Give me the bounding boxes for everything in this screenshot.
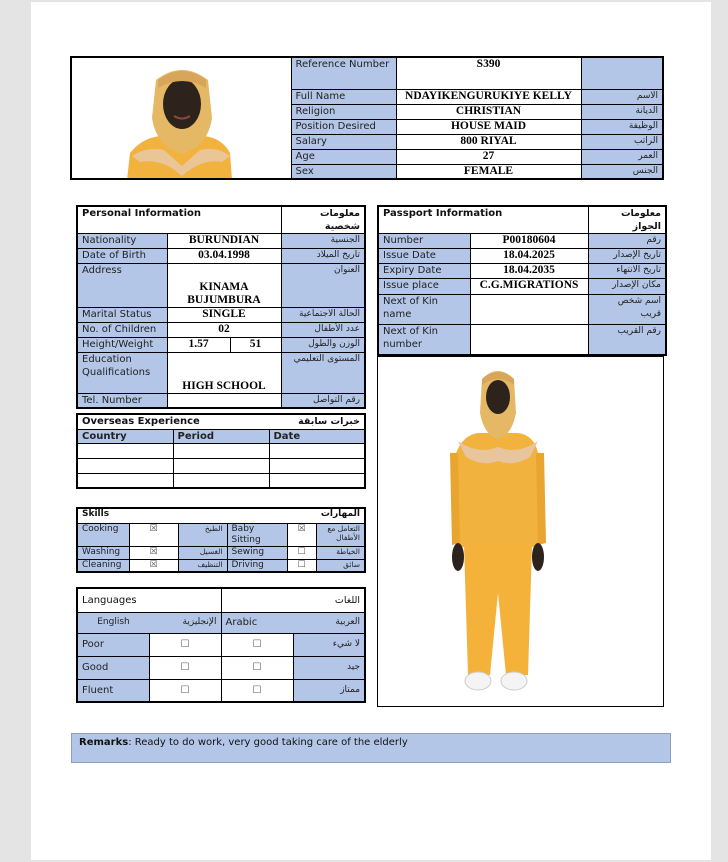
language-english-label: English — [77, 612, 149, 633]
languages-table — [76, 587, 366, 703]
full-name-arabic: الاسم — [581, 89, 663, 104]
nationality-value: BURUNDIAN — [167, 234, 281, 249]
arabic-good-checkbox[interactable]: ☐ — [221, 656, 293, 679]
tel-arabic: رقم التواصل — [281, 394, 365, 409]
overseas-cell — [77, 458, 173, 473]
level-good-label: Good — [77, 656, 149, 679]
issue-date-arabic: تاريخ الإصدار — [588, 249, 666, 264]
skill-washing-label: Washing — [77, 546, 129, 559]
address-label: Address — [77, 264, 167, 308]
education-value: HIGH SCHOOL — [167, 353, 281, 394]
position-label: Position Desired — [291, 119, 396, 134]
kin-number-label: Next of Kin number — [378, 325, 470, 355]
kin-number-value — [470, 325, 588, 355]
age-label: Age — [291, 149, 396, 164]
skills-title: Skills — [77, 508, 227, 523]
tel-value — [167, 394, 281, 409]
marital-status-value: SINGLE — [167, 308, 281, 323]
language-arabic-label: Arabic — [221, 612, 293, 633]
nationality-label: Nationality — [77, 234, 167, 249]
salary-label: Salary — [291, 134, 396, 149]
skill-sewing-label: Sewing — [227, 546, 287, 559]
education-arabic: المستوى التعليمي — [281, 353, 365, 394]
address-line-1: KINAMA — [199, 281, 249, 293]
personal-info-table — [76, 205, 366, 409]
sex-value: FEMALE — [396, 164, 581, 179]
age-value: 27 — [396, 149, 581, 164]
dob-value: 03.04.1998 — [167, 249, 281, 264]
expiry-date-label: Expiry Date — [378, 264, 470, 279]
portrait-photo-image — [72, 58, 291, 179]
overseas-cell — [77, 443, 173, 458]
address-arabic: العنوان — [281, 264, 365, 308]
overseas-experience-table — [76, 413, 366, 489]
level-poor-label: Poor — [77, 633, 149, 656]
height-value: 1.57 — [167, 338, 230, 353]
skill-driving-label: Driving — [227, 559, 287, 572]
age-arabic: العمر — [581, 149, 663, 164]
education-label-line-2: Qualifications — [82, 367, 151, 378]
reference-number-label: Reference Number — [291, 57, 396, 89]
kin-name-arabic — [588, 295, 666, 325]
level-fluent-arabic: ممتاز — [293, 679, 365, 702]
skill-sewing-checkbox[interactable]: ☐ — [287, 546, 316, 559]
issue-date-value: 18.04.2025 — [470, 249, 588, 264]
kin-name-arabic-line-2: قريب — [640, 309, 662, 319]
education-label — [77, 353, 167, 394]
portrait-photo — [71, 57, 291, 179]
remarks-box — [71, 733, 671, 763]
english-good-checkbox[interactable]: ☐ — [149, 656, 221, 679]
skill-cleaning-checkbox[interactable]: ☒ — [129, 559, 178, 572]
issue-place-label: Issue place — [378, 279, 470, 295]
height-weight-arabic: الوزن والطول — [281, 338, 365, 353]
address-line-2: BUJUMBURA — [187, 294, 261, 306]
weight-value: 51 — [230, 338, 281, 353]
overseas-cell — [173, 473, 269, 488]
expiry-date-arabic: تاريخ الانتهاء — [588, 264, 666, 279]
skills-table — [76, 507, 366, 573]
kin-name-arabic-line-1: اسم شخص — [617, 296, 662, 306]
languages-title: Languages — [77, 588, 221, 612]
marital-status-label: Marital Status — [77, 308, 167, 323]
overseas-column-country: Country — [77, 429, 173, 443]
header-table — [70, 56, 664, 180]
children-label: No. of Children — [77, 323, 167, 338]
salary-arabic: الراتب — [581, 134, 663, 149]
religion-arabic: الديانة — [581, 104, 663, 119]
language-arabic-arabic: العربية — [293, 612, 365, 633]
issue-date-label: Issue Date — [378, 249, 470, 264]
skill-cooking-label: Cooking — [77, 523, 129, 546]
passport-info-table — [377, 205, 667, 356]
languages-title-arabic: اللغات — [221, 588, 365, 612]
skill-washing-arabic: الغسيل — [178, 546, 227, 559]
skill-cooking-checkbox[interactable]: ☒ — [129, 523, 178, 546]
personal-info-title-arabic: معلومات شخصية — [281, 206, 365, 234]
english-poor-checkbox[interactable]: ☐ — [149, 633, 221, 656]
position-arabic: الوظيفة — [581, 119, 663, 134]
nationality-arabic: الجنسية — [281, 234, 365, 249]
skill-driving-arabic: سائق — [316, 559, 365, 572]
overseas-column-date: Date — [269, 429, 365, 443]
issue-place-value: C.G.MIGRATIONS — [470, 279, 588, 295]
english-fluent-checkbox[interactable]: ☐ — [149, 679, 221, 702]
arabic-fluent-checkbox[interactable]: ☐ — [221, 679, 293, 702]
address-value — [167, 264, 281, 308]
overseas-cell — [269, 473, 365, 488]
full-body-photo-image — [378, 357, 663, 706]
dob-arabic: تاريخ الميلاد — [281, 249, 365, 264]
kin-number-arabic: رقم القريب — [588, 325, 666, 355]
position-value: HOUSE MAID — [396, 119, 581, 134]
skill-baby-sitting-arabic: التعامل مع الأطفال — [316, 523, 365, 546]
level-fluent-label: Fluent — [77, 679, 149, 702]
level-good-arabic: جيد — [293, 656, 365, 679]
skill-washing-checkbox[interactable]: ☒ — [129, 546, 178, 559]
dob-label: Date of Birth — [77, 249, 167, 264]
sex-label: Sex — [291, 164, 396, 179]
height-weight-label: Height/Weight — [77, 338, 167, 353]
expiry-date-value: 18.04.2035 — [470, 264, 588, 279]
full-body-photo — [377, 356, 664, 707]
overseas-cell — [269, 443, 365, 458]
overseas-cell — [77, 473, 173, 488]
full-name-value: NDAYIKENGURUKIYE KELLY — [396, 89, 581, 104]
sex-arabic: الجنس — [581, 164, 663, 179]
passport-info-title-arabic: معلومات الجواز — [588, 206, 666, 234]
overseas-cell — [173, 458, 269, 473]
arabic-poor-checkbox[interactable]: ☐ — [221, 633, 293, 656]
overseas-cell — [269, 458, 365, 473]
passport-number-value: P00180604 — [470, 234, 588, 249]
skill-baby-sitting-label: Baby Sitting — [227, 523, 287, 546]
level-poor-arabic: لا شيء — [293, 633, 365, 656]
overseas-column-period: Period — [173, 429, 269, 443]
kin-name-value — [470, 295, 588, 325]
skills-title-arabic: المهارات — [227, 508, 365, 523]
reference-number-arabic — [581, 57, 663, 89]
passport-number-label: Number — [378, 234, 470, 249]
skill-baby-sitting-checkbox[interactable]: ☒ — [287, 523, 316, 546]
religion-value: CHRISTIAN — [396, 104, 581, 119]
skill-sewing-arabic: الخياطة — [316, 546, 365, 559]
skill-cleaning-arabic: التنظيف — [178, 559, 227, 572]
document-page — [31, 2, 711, 860]
children-value: 02 — [167, 323, 281, 338]
overseas-cell — [173, 443, 269, 458]
religion-label: Religion — [291, 104, 396, 119]
issue-place-arabic: مكان الإصدار — [588, 279, 666, 295]
kin-name-label: Next of Kin name — [378, 295, 470, 325]
remarks-label: Remarks — [79, 737, 129, 748]
children-arabic: عدد الأطفال — [281, 323, 365, 338]
full-name-label: Full Name — [291, 89, 396, 104]
overseas-title-arabic: خبرات سابقة — [269, 414, 365, 429]
tel-label: Tel. Number — [77, 394, 167, 409]
personal-info-title: Personal Information — [77, 206, 281, 234]
language-english-arabic: الإنجليزية — [149, 612, 221, 633]
remarks-text: : Ready to do work, very good taking care of the elderly — [128, 737, 408, 748]
passport-info-title: Passport Information — [378, 206, 588, 234]
reference-number-value: S390 — [396, 57, 581, 89]
salary-value: 800 RIYAL — [396, 134, 581, 149]
overseas-title: Overseas Experience — [77, 414, 269, 429]
marital-status-arabic: الحالة الاجتماعية — [281, 308, 365, 323]
skill-cleaning-label: Cleaning — [77, 559, 129, 572]
skill-cooking-arabic: الطبخ — [178, 523, 227, 546]
education-label-line-1: Education — [82, 354, 132, 365]
skill-driving-checkbox[interactable]: ☐ — [287, 559, 316, 572]
passport-number-arabic: رقم — [588, 234, 666, 249]
